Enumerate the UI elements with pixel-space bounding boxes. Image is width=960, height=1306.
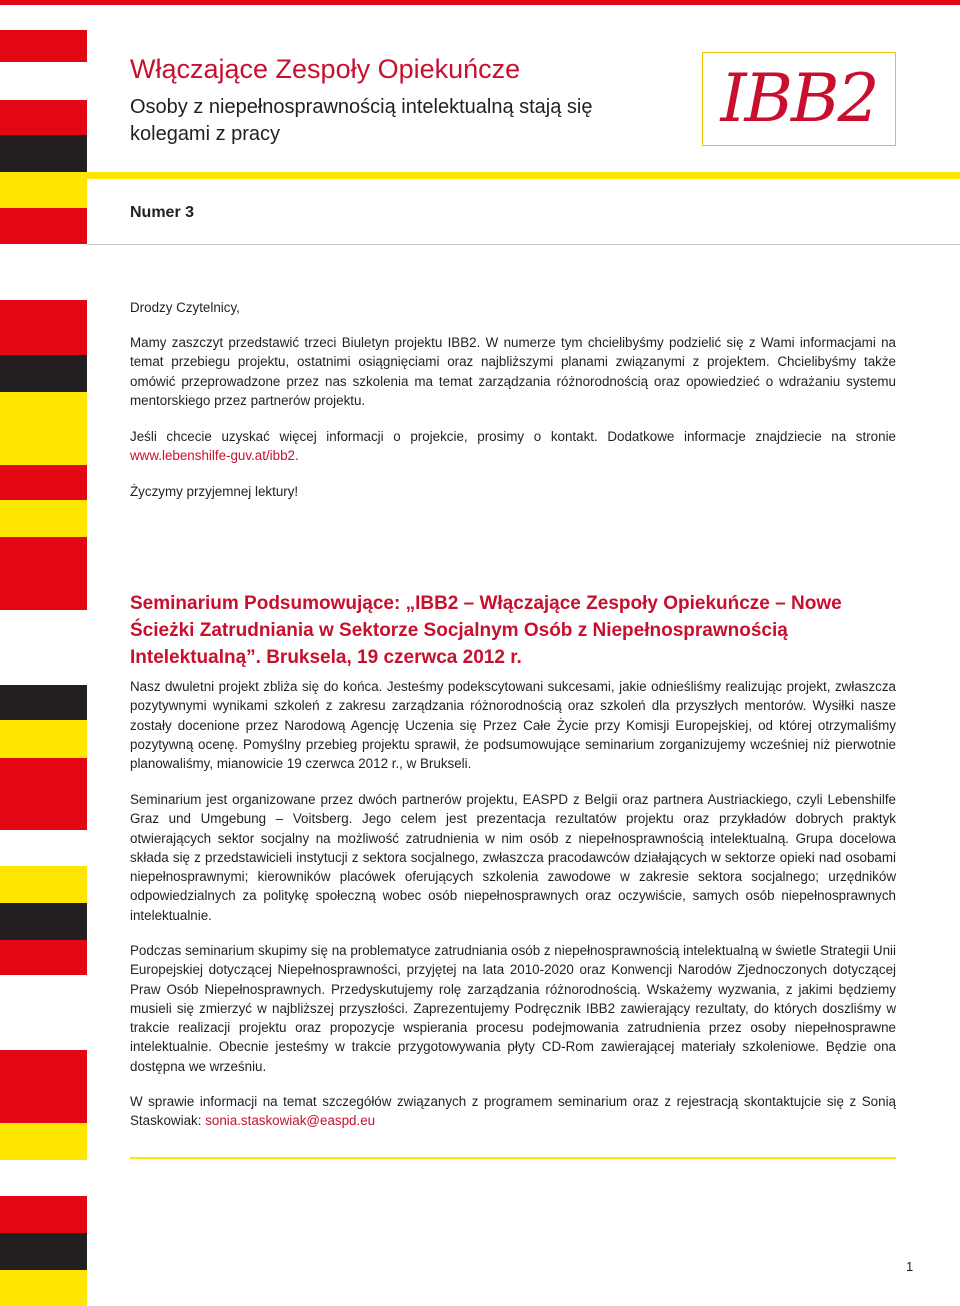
greeting: Drodzy Czytelnicy, [130,300,240,315]
stripe-segment [0,244,87,300]
stripe-segment [0,1160,87,1196]
newsletter-subtitle: Osoby z niepełnosprawnością intelektualną stają się kolegami z pracy [130,96,593,145]
intro-paragraph-2-text: Jeśli chcecie uzyskać więcej informacji o projekcie, prosimy o kontakt. Dodatkowe informacje znajdziecie na stronie [130,429,896,444]
stripe-segment [0,100,87,135]
stripe-segment [0,758,87,830]
stripe-segment [0,685,87,720]
stripe-segment [0,172,87,208]
website-link[interactable]: www.lebenshilfe-guv.at/ibb2. [130,448,299,464]
stripe-segment [0,940,87,975]
stripe-segment [0,1050,87,1123]
stripe-segment [0,1270,87,1306]
stripe-segment [0,5,87,30]
stripe-segment [0,465,87,500]
logo-text: IBB2 [720,60,878,137]
section-paragraph-2: Seminarium jest organizowane przez dwóch partnerów projektu, EASPD z Belgii oraz partnera Austriackiego, czyli Lebenshilfe Graz und Umgebung – Voitsberg. Jego celem jest prezentacja rezultatów projektu oraz przykładów dobrych praktyk otwierających sektor socjalny na możliwość zatrudnienia w nim osób z niepełnosprawnością intelektualną. Grupa docelowa składa się z przedstawicieli instytucji z sektora socjalnego, zwłaszcza pracodawców działających w sektorze opieki nad osobami niepełnosprawnymi; kierowników placówek oferujących szkolenia zawodowe w zakresie sektora socjalnego; urzędników odpowiedzialnych za politykę społeczną wobec osób niepełnosprawnych oraz oczywiście, samych osób niepełnosprawnych intelektualnie. [130,792,896,923]
stripe-segment [0,30,87,62]
stripe-segment [0,610,87,685]
section-paragraph-4 [130,1092,896,1131]
stripe-segment [0,537,87,610]
stripe-segment [0,830,87,866]
top-red-band [0,0,960,5]
section-paragraph-3: Podczas seminarium skupimy się na problematyce zatrudniania osób z niepełnosprawnością intelektualną w świetle Strategii Unii Europejskiej dotyczącej Niepełnosprawności, przyjętej na lata 2010-2020 oraz Konwencji Narodów Zjednoczonych dotyczącej Praw Osób Niepełnosprawnych. Przedyskutujemy rolę zarządzania różnorodnością. Wskażemy wyzwania, z jakimi będziemy musieli się zmierzyć w najbliższej przyszłości. Zaprezentujemy Podręcznik IBB2 zawierający rezultaty, do których doszliśmy w trakcie realizacji projektu oraz propozycje wspierania procesu podejmowania zatrudnienia przez osoby niepełnosprawne intelektualnie. Obecnie jesteśmy w trakcie przygotowywania płyty CD-Rom zawierającej materiały szkoleniowe. Będzie ona dostępna we wrześniu. [130,943,896,1074]
bottom-yellow-rule [130,1157,896,1159]
section-paragraph-1: Nasz dwuletni projekt zbliża się do końca. Jesteśmy podekscytowani sukcesami, jakie odnieśliśmy realizując projekt, zwłaszcza pozytywnymi wynikami szkoleń z zakresu zarządzania różnorodnością oraz szkoleń dla przyszłych mentorów. Wysiłki nasze zostały docenione przez Narodową Agencję Uczenia się Przez Całe Życie przy Komisji Europejskiej, od której otrzymaliśmy pozytywną ocenę. Pomyślny przebieg projektu sprawił, że podsumowujące seminarium zorganizujemy wcześniej niż pierwotnie planowaliśmy, mianowicie 19 czerwca 2012 r., w Brukseli. [130,679,896,772]
stripe-segment [0,300,87,355]
stripe-segment [0,135,87,172]
email-link[interactable]: sonia.staskowiak@easpd.eu [205,1113,376,1129]
stripe-segment [0,975,87,1050]
stripe-segment [0,1123,87,1160]
stripe-segment [0,1233,87,1270]
closing-line: Życzymy przyjemnej lektury! [130,484,299,499]
stripe-segment [0,1196,87,1233]
intro-paragraph-1: Mamy zaszczyt przedstawić trzeci Biuletyn projektu IBB2. W numerze tym chcielibyśmy podzielić się z Wami informacjami na temat przebiegu projektu, ostatnimi osiągnięciami oraz najbliższymi planami związanymi z projektem. Chcielibyśmy także omówić przeprowadzone przez nas szkolenia ma temat zarządzania różnorodnością oraz opowiedzieć o wdrażaniu systemu mentorskiego przez partnerów projektu. [130,335,896,408]
side-color-stripe [0,0,87,1306]
stripe-segment [0,392,87,465]
newsletter-title: Włączające Zespoły Opiekuńcze [130,54,521,84]
intro-paragraph-2 [130,427,896,466]
header-divider [87,244,960,245]
section-heading: Seminarium Podsumowujące: „IBB2 – Włączające Zespoły Opiekuńcze – Nowe Ścieżki Zatrudniania w Sektorze Socjalnym Osób z Niepełnosprawnością Intelektualną”. Bruksela, 19 czerwca 2012 r. [130,593,842,668]
header-yellow-band [87,172,960,179]
issue-number: Numer 3 [130,204,195,221]
stripe-segment [0,355,87,392]
stripe-segment [0,720,87,758]
stripe-segment [0,500,87,537]
ibb2-logo [702,52,896,146]
section-paragraph-4-text: W sprawie informacji na temat szczegółów związanych z programem seminarium oraz z rejestracją skontaktujcie się z Sonią Staskowiak: [130,1094,896,1129]
stripe-segment [0,62,87,100]
stripe-segment [0,208,87,244]
stripe-segment [0,866,87,903]
page-number: 1 [906,1259,914,1274]
stripe-segment [0,903,87,940]
